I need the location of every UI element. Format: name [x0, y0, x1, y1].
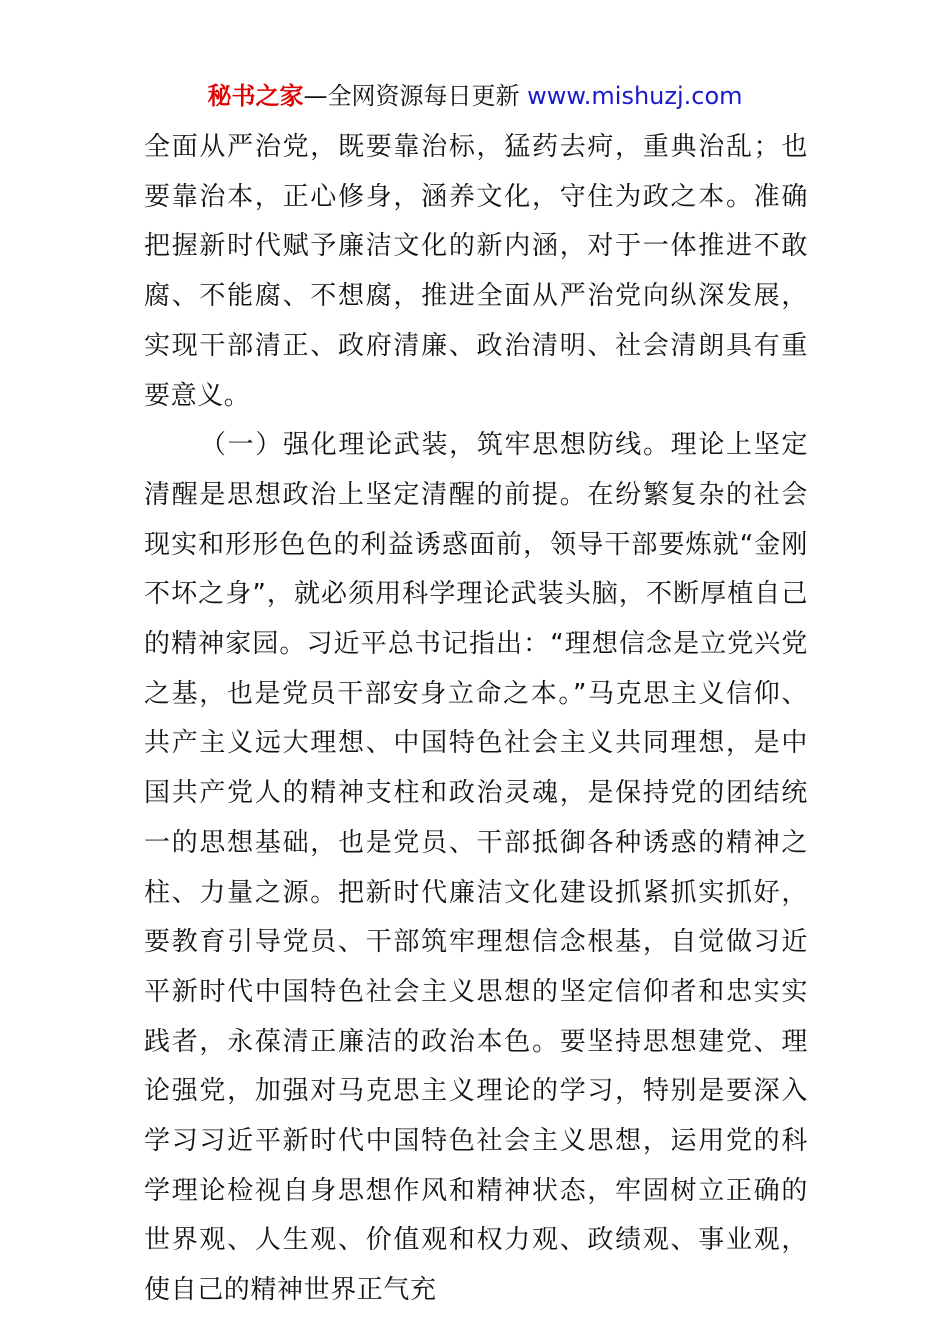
page-header — [0, 78, 950, 114]
site-brand: 秘书之家 — [207, 82, 304, 110]
site-url-link[interactable]: www.mishuzj.com — [527, 82, 743, 110]
paragraph-section-one: （一）强化理论武装，筑牢思想防线。理论上坚定清醒是思想政治上坚定清醒的前提。在纷繁复杂的社会现实和形形色色的利益诱惑面前，领导干部要炼就“金刚不坏之身”，就必须用科学理论武装头脑，不断厚植自己的精神家园。习近平总书记指出：“理想信念是立党兴党之基，也是党员干部安身立命之本。”马克思主义信仰、共产主义远大理想、中国特色社会主义共同理想，是中国共产党人的精神支柱和政治灵魂，是保持党的团结统一的思想基础，也是党员、干部抵御各种诱惑的精神之柱、力量之源。把新时代廉洁文化建设抓紧抓实抓好，要教育引导党员、干部筑牢理想信念根基，自觉做习近平新时代中国特色社会主义思想的坚定信仰者和忠实实践者，永葆清正廉洁的政治本色。要坚持思想建党、理论强党，加强对马克思主义理论的学习，特别是要深入学习习近平新时代中国特色社会主义思想，运用党的科学理论检视自身思想作风和精神状态，牢固树立正确的世界观、人生观、价值观和权力观、政绩观、事业观，使自己的精神世界正气充 — [144, 430, 808, 1306]
document-body — [144, 123, 808, 1316]
paragraph-continued: 全面从严治党，既要靠治标，猛药去疴，重典治乱；也要靠治本，正心修身，涵养文化，守住为政之本。准确把握新时代赋予廉洁文化的新内涵，对于一体推进不敢腐、不能腐、不想腐，推进全面从严治党向纵深发展，实现干部清正、政府清廉、政治清明、社会清朗具有重要意义。 — [144, 132, 808, 411]
site-tagline: —全网资源每日更新 — [303, 82, 520, 110]
